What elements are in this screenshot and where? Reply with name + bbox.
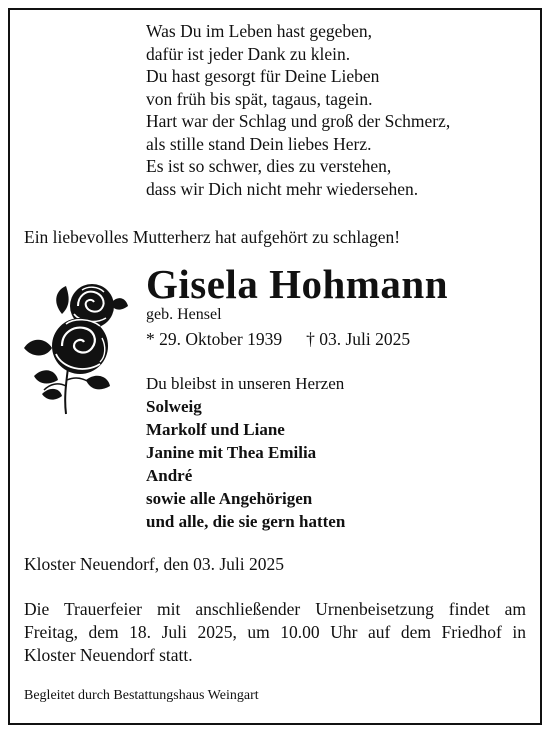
mourner-name: sowie alle Angehörigen	[146, 489, 313, 508]
poem-line: von früh bis spät, tagaus, tagein.	[146, 88, 373, 109]
service-line: Freitag, dem 18. Juli 2025, um 10.00 Uhr auf dem Friedhof in	[24, 622, 526, 642]
memorial-poem	[146, 20, 450, 200]
mourners-heading: Du bleibst in unseren Herzen	[146, 374, 345, 393]
mourner-name: Markolf und Liane	[146, 420, 285, 439]
place-and-date: Kloster Neuendorf, den 03. Juli 2025	[24, 554, 285, 574]
maiden-name: geb. Hensel	[146, 306, 222, 323]
funeral-service-info	[24, 598, 526, 667]
poem-line: Du hast gesorgt für Deine Lieben	[146, 66, 380, 86]
life-dates	[146, 329, 410, 350]
mourners-block	[146, 372, 345, 533]
rose-icon	[22, 276, 130, 416]
mourner-name: Janine mit Thea Emilia	[146, 443, 317, 462]
poem-line: dafür ist jeder Dank zu klein.	[146, 43, 351, 64]
service-line: Die Trauerfeier mit anschließender Urnenbeisetzung findet am	[24, 599, 526, 619]
poem-line: Hart war der Schlag und groß der Schmerz,	[146, 111, 451, 131]
poem-line: als stille stand Dein liebes Herz.	[146, 133, 372, 154]
mourner-name: Solweig	[146, 397, 202, 416]
intro-sentence: Ein liebevolles Mutterherz hat aufgehört zu schlagen!	[24, 227, 401, 247]
mourner-name: André	[146, 466, 193, 485]
service-line: Kloster Neuendorf statt.	[24, 645, 193, 665]
deceased-name: Gisela Hohmann	[146, 261, 449, 307]
poem-line: Was Du im Leben hast gegeben,	[146, 21, 373, 41]
birth-date: * 29. Oktober 1939	[146, 329, 283, 349]
mourner-name: und alle, die sie gern hatten	[146, 512, 346, 531]
poem-line: dass wir Dich nicht mehr wiedersehen.	[146, 178, 419, 199]
undertaker-credit: Begleitet durch Bestattungshaus Weingart	[24, 688, 259, 703]
death-date: † 03. Juli 2025	[306, 329, 411, 349]
poem-line: Es ist so schwer, dies zu verstehen,	[146, 156, 392, 176]
